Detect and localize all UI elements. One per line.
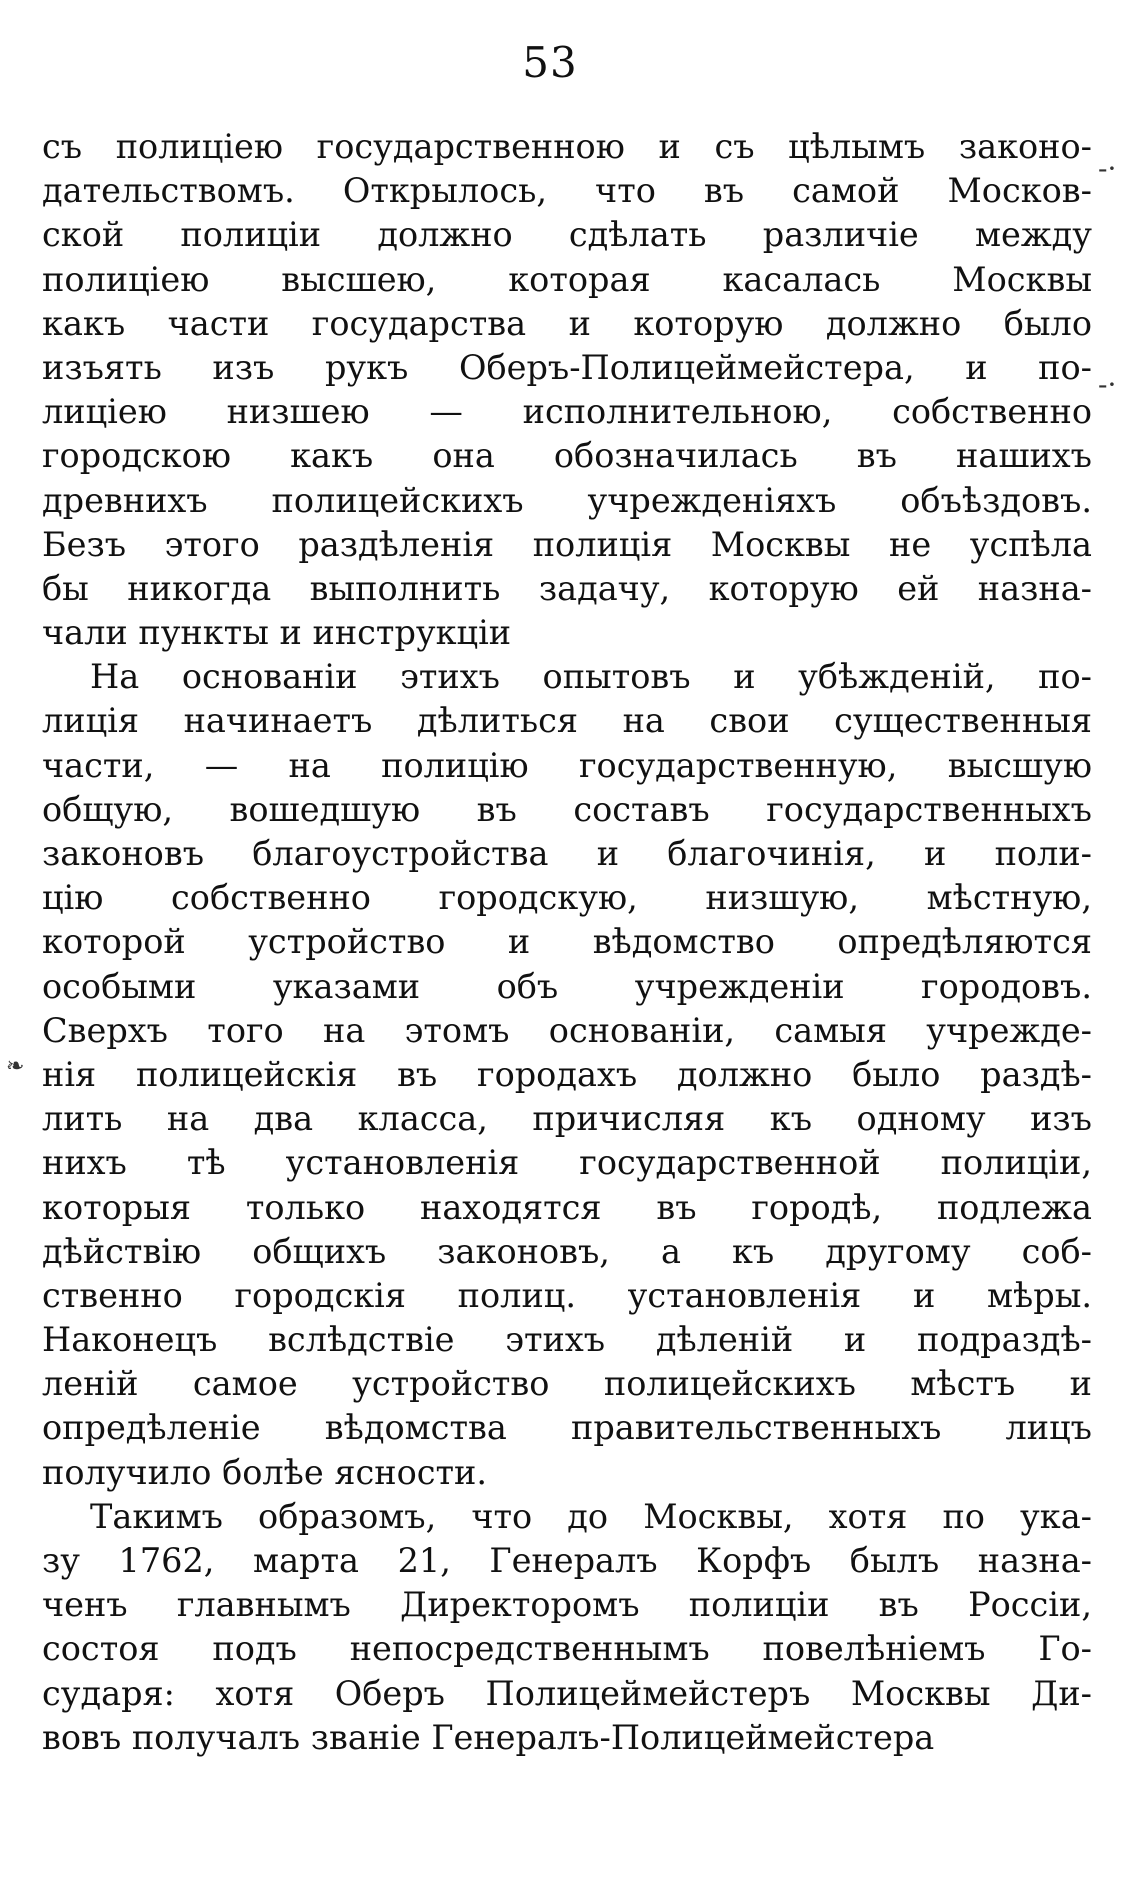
text-line: древнихъ полицейскихъ учрежденіяхъ объѣздовъ. xyxy=(42,480,1092,520)
text-line: части, — на полицію государственную, высшую xyxy=(42,745,1092,785)
text-line: опредѣленіе вѣдомства правительственныхъ лицъ xyxy=(42,1408,1092,1448)
text-line: Такимъ образомъ, что до Москвы, хотя по ука- xyxy=(90,1496,1092,1536)
text-line: состоя подъ непосредственнымъ повелѣніемъ Го- xyxy=(42,1629,1092,1669)
text-line: Безъ этого раздѣленія полиція Москвы не успѣла xyxy=(42,524,1092,564)
text-line: зу 1762, марта 21, Генералъ Корфъ былъ назна- xyxy=(42,1541,1092,1580)
margin-mark: -· xyxy=(1098,368,1117,401)
paragraph xyxy=(42,655,1092,1495)
text-line: изъять изъ рукъ Оберъ-Полицеймейстера, и по- xyxy=(42,347,1092,387)
text-line: дѣйствію общихъ законовъ, а къ другому соб- xyxy=(42,1231,1092,1271)
text-line: лиціею низшею — исполнительною, собственно xyxy=(42,392,1092,432)
text-line: законовъ благоустройства и благочинія, и поли- xyxy=(42,834,1092,873)
text-line: общую, вошедшую въ составъ государственныхъ xyxy=(42,789,1092,829)
paragraph xyxy=(42,125,1092,655)
text-line: которыя только находятся въ городѣ, подлежа xyxy=(42,1187,1092,1227)
text-line: ственно городскія полиц. установленія и мѣры. xyxy=(42,1275,1092,1315)
text-line: нихъ тѣ установленія государственной полиціи, xyxy=(42,1143,1092,1183)
margin-mark: -· xyxy=(1098,152,1117,185)
text-line: ченъ главнымъ Директоромъ полиціи въ Россіи, xyxy=(42,1585,1092,1625)
text-line: дательствомъ. Открылось, что въ самой Москов- xyxy=(42,171,1092,211)
text-line: ской полиціи должно сдѣлать различіе между xyxy=(42,215,1092,255)
text-line: нія полицейскія въ городахъ должно было раздѣ- xyxy=(42,1054,1092,1094)
text-line: городскою какъ она обозначилась въ нашихъ xyxy=(42,436,1092,476)
text-line: которой устройство и вѣдомство опредѣляются xyxy=(42,922,1092,962)
text-line: получило болѣе ясности. xyxy=(42,1452,488,1492)
text-line: лиція начинаетъ дѣлиться на свои существенныя xyxy=(42,701,1092,741)
text-line: вовъ получалъ званіе Генералъ-Полицеймейстера xyxy=(42,1717,935,1757)
text-line: лить на два класса, причисляя къ одному изъ xyxy=(42,1099,1092,1139)
text-line: На основаніи этихъ опытовъ и убѣжденій, по- xyxy=(90,657,1092,697)
text-line: Сверхъ того на этомъ основаніи, самыя учрежде- xyxy=(42,1010,1092,1050)
text-line: цію собственно городскую, низшую, мѣстную, xyxy=(42,878,1092,918)
text-line: съ полиціею государственною и съ цѣлымъ законо- xyxy=(42,127,1092,166)
text-line: бы никогда выполнить задачу, которую ей назна- xyxy=(42,568,1092,608)
margin-mark: ❧ xyxy=(6,1054,25,1079)
body-text xyxy=(42,125,1092,1760)
page-number: 53 xyxy=(522,38,578,87)
paragraph xyxy=(42,1495,1092,1760)
text-line: какъ части государства и которую должно было xyxy=(42,303,1092,343)
text-line: сударя: хотя Оберъ Полицеймейстеръ Москвы Ди- xyxy=(42,1673,1092,1713)
text-line: леній самое устройство полицейскихъ мѣстъ и xyxy=(42,1364,1092,1404)
text-line: полиціею высшею, которая касалась Москвы xyxy=(42,259,1092,299)
text-line: чали пункты и инструкціи xyxy=(42,613,512,653)
text-line: особыми указами объ учрежденіи городовъ. xyxy=(42,966,1092,1006)
text-line: Наконецъ вслѣдствіе этихъ дѣленій и подраздѣ- xyxy=(42,1320,1092,1360)
